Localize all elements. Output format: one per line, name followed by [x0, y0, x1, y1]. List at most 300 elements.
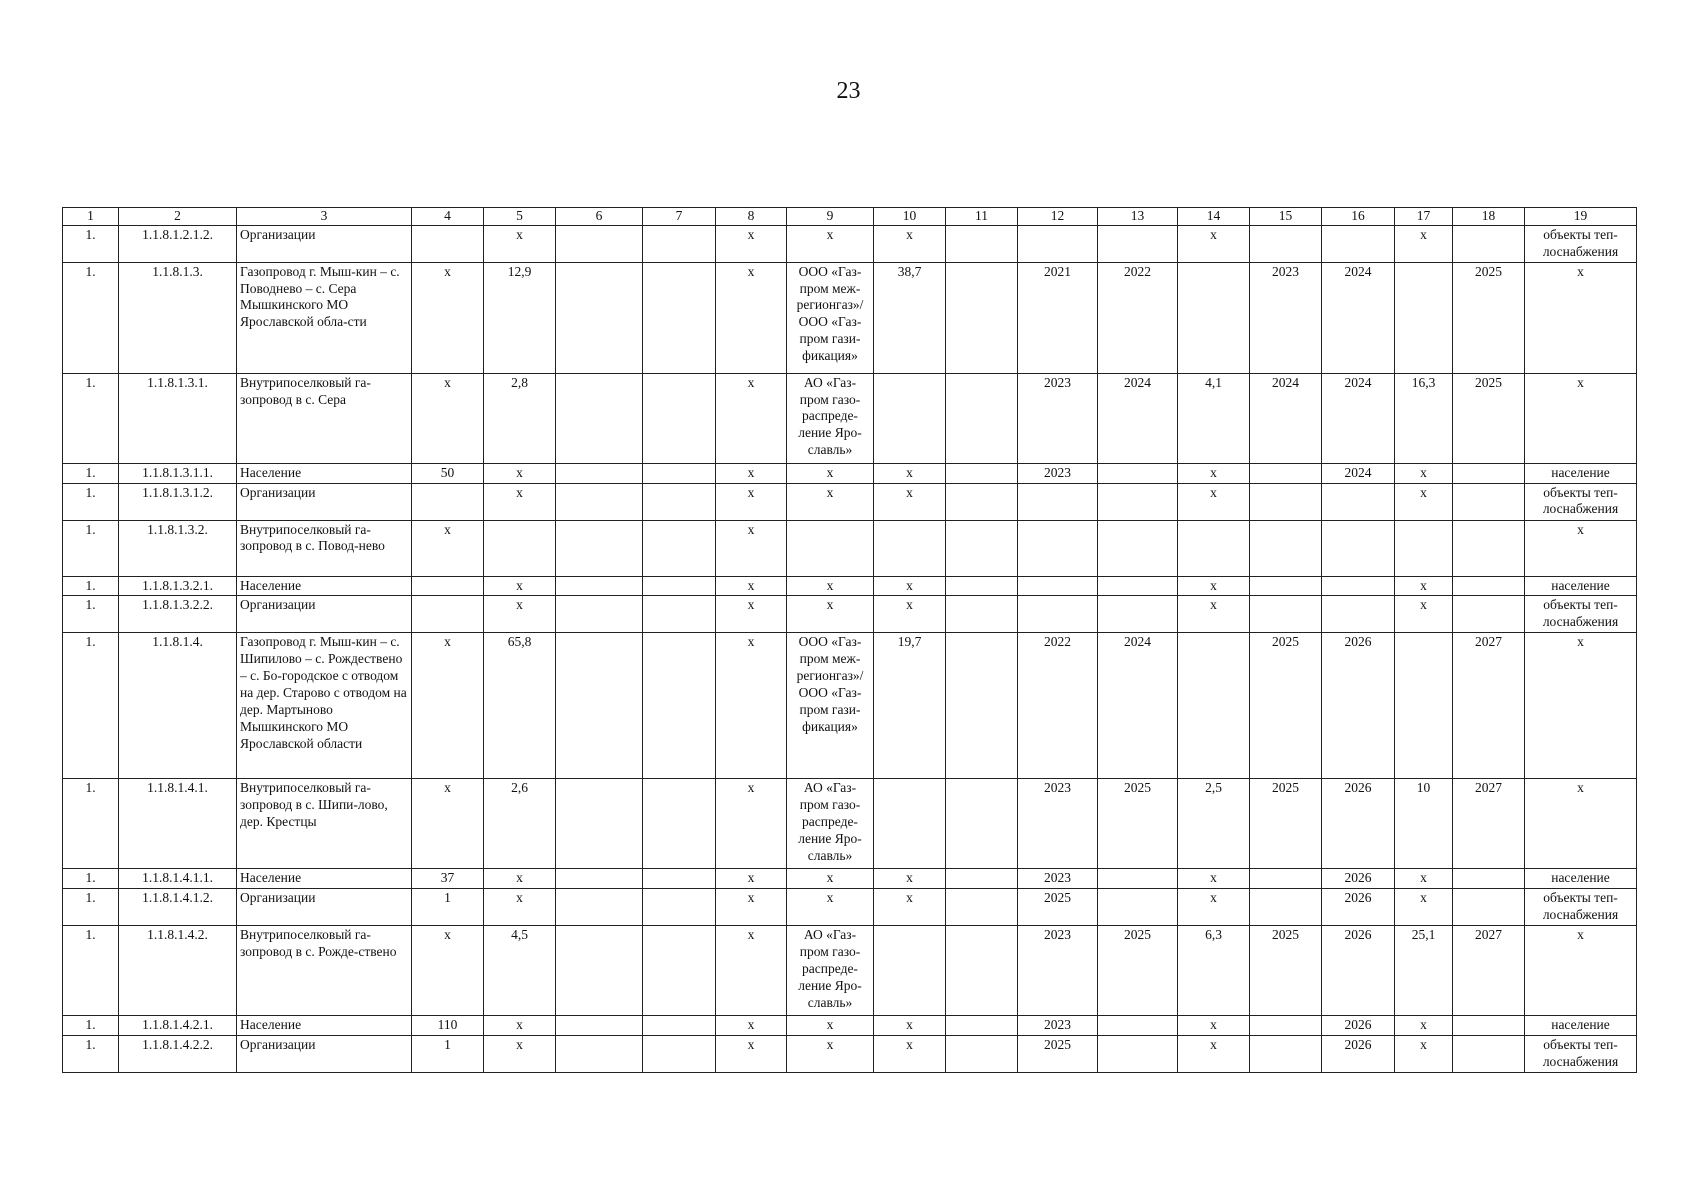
col-13-cell — [1098, 483, 1178, 520]
col-9-cell — [787, 520, 874, 576]
col-19-cell: х — [1525, 262, 1637, 373]
col-17-cell: х — [1395, 1036, 1453, 1073]
row-index-cell: 1. — [63, 889, 119, 926]
col-5-cell: х — [484, 225, 556, 262]
row-index-cell: 1. — [63, 633, 119, 779]
col-12-cell: 2023 — [1018, 779, 1098, 869]
header-cell: 9 — [787, 208, 874, 226]
col-15-cell: 2025 — [1250, 779, 1322, 869]
col-14-cell: х — [1178, 576, 1250, 596]
col-11-cell — [946, 889, 1018, 926]
header-cell: 12 — [1018, 208, 1098, 226]
col-7-cell — [643, 1036, 716, 1073]
col-15-cell — [1250, 576, 1322, 596]
row-index-cell: 1. — [63, 463, 119, 483]
col-14-cell: х — [1178, 596, 1250, 633]
col-6-cell — [556, 576, 643, 596]
col-5-cell: 2,8 — [484, 373, 556, 463]
col-15-cell — [1250, 520, 1322, 576]
col-4-cell — [412, 596, 484, 633]
name-cell: Внутрипоселковый га-зопровод в с. Сера — [237, 373, 412, 463]
name-cell: Население — [237, 869, 412, 889]
col-6-cell — [556, 926, 643, 1016]
header-cell: 16 — [1322, 208, 1395, 226]
col-9-cell: х — [787, 869, 874, 889]
col-11-cell — [946, 596, 1018, 633]
col-9-cell: АО «Газ-пром газо-распреде-ление Яро-славль» — [787, 373, 874, 463]
row-index-cell: 1. — [63, 1016, 119, 1036]
col-16-cell: 2026 — [1322, 1036, 1395, 1073]
col-6-cell — [556, 869, 643, 889]
name-cell: Внутрипоселковый га-зопровод в с. Рожде-ствено — [237, 926, 412, 1016]
col-13-cell: 2024 — [1098, 373, 1178, 463]
row-index-cell: 1. — [63, 262, 119, 373]
col-5-cell: х — [484, 483, 556, 520]
col-6-cell — [556, 463, 643, 483]
col-4-cell: 50 — [412, 463, 484, 483]
col-15-cell — [1250, 483, 1322, 520]
col-15-cell — [1250, 1016, 1322, 1036]
col-4-cell: 110 — [412, 1016, 484, 1036]
table-row — [63, 1016, 1637, 1036]
col-17-cell: 25,1 — [1395, 926, 1453, 1016]
header-cell: 11 — [946, 208, 1018, 226]
name-cell: Внутрипоселковый га-зопровод в с. Повод-нево — [237, 520, 412, 576]
col-11-cell — [946, 926, 1018, 1016]
col-17-cell: х — [1395, 889, 1453, 926]
row-index-cell: 1. — [63, 373, 119, 463]
col-18-cell — [1453, 483, 1525, 520]
col-12-cell — [1018, 576, 1098, 596]
col-16-cell — [1322, 483, 1395, 520]
code-cell: 1.1.8.1.3.1. — [119, 373, 237, 463]
col-15-cell — [1250, 463, 1322, 483]
table-row — [63, 520, 1637, 576]
col-14-cell: 2,5 — [1178, 779, 1250, 869]
col-4-cell: х — [412, 926, 484, 1016]
col-4-cell — [412, 483, 484, 520]
table-row — [63, 576, 1637, 596]
col-5-cell — [484, 520, 556, 576]
col-14-cell: х — [1178, 869, 1250, 889]
col-13-cell — [1098, 869, 1178, 889]
col-4-cell: х — [412, 520, 484, 576]
col-8-cell: х — [716, 576, 787, 596]
col-15-cell: 2023 — [1250, 262, 1322, 373]
col-8-cell: х — [716, 779, 787, 869]
col-11-cell — [946, 869, 1018, 889]
col-12-cell: 2023 — [1018, 926, 1098, 1016]
code-cell: 1.1.8.1.4.2. — [119, 926, 237, 1016]
col-5-cell: 12,9 — [484, 262, 556, 373]
row-index-cell: 1. — [63, 576, 119, 596]
code-cell: 1.1.8.1.3.2.1. — [119, 576, 237, 596]
col-13-cell — [1098, 889, 1178, 926]
col-13-cell — [1098, 1036, 1178, 1073]
col-10-cell — [874, 373, 946, 463]
col-12-cell: 2025 — [1018, 1036, 1098, 1073]
col-16-cell — [1322, 576, 1395, 596]
col-19-cell: х — [1525, 373, 1637, 463]
col-17-cell: х — [1395, 869, 1453, 889]
table-row — [63, 225, 1637, 262]
code-cell: 1.1.8.1.3.2. — [119, 520, 237, 576]
col-13-cell: 2025 — [1098, 926, 1178, 1016]
col-10-cell — [874, 520, 946, 576]
col-7-cell — [643, 596, 716, 633]
name-cell: Население — [237, 463, 412, 483]
code-cell: 1.1.8.1.3.2.2. — [119, 596, 237, 633]
col-19-cell: х — [1525, 779, 1637, 869]
col-18-cell: 2025 — [1453, 262, 1525, 373]
col-8-cell: х — [716, 889, 787, 926]
col-5-cell: 65,8 — [484, 633, 556, 779]
col-11-cell — [946, 520, 1018, 576]
col-8-cell: х — [716, 1036, 787, 1073]
col-4-cell: х — [412, 779, 484, 869]
row-index-cell: 1. — [63, 225, 119, 262]
col-16-cell: 2024 — [1322, 373, 1395, 463]
col-19-cell: х — [1525, 520, 1637, 576]
name-cell: Население — [237, 1016, 412, 1036]
col-9-cell: х — [787, 1016, 874, 1036]
col-7-cell — [643, 463, 716, 483]
name-cell: Газопровод г. Мыш-кин – с. Поводнево – с. Сера Мышкинского МО Ярославской обла-сти — [237, 262, 412, 373]
col-12-cell: 2023 — [1018, 463, 1098, 483]
col-18-cell — [1453, 1036, 1525, 1073]
name-cell: Организации — [237, 596, 412, 633]
col-16-cell — [1322, 520, 1395, 576]
col-16-cell: 2026 — [1322, 926, 1395, 1016]
col-19-cell: х — [1525, 926, 1637, 1016]
col-12-cell — [1018, 596, 1098, 633]
header-cell: 1 — [63, 208, 119, 226]
col-11-cell — [946, 779, 1018, 869]
col-11-cell — [946, 262, 1018, 373]
col-7-cell — [643, 926, 716, 1016]
col-15-cell — [1250, 225, 1322, 262]
col-16-cell: 2024 — [1322, 463, 1395, 483]
col-19-cell: объекты теп-лоснабжения — [1525, 225, 1637, 262]
table-row — [63, 483, 1637, 520]
col-17-cell: х — [1395, 225, 1453, 262]
col-8-cell: х — [716, 1016, 787, 1036]
code-cell: 1.1.8.1.3.1.1. — [119, 463, 237, 483]
col-5-cell: х — [484, 1016, 556, 1036]
row-index-cell: 1. — [63, 926, 119, 1016]
col-11-cell — [946, 225, 1018, 262]
col-10-cell: х — [874, 225, 946, 262]
col-6-cell — [556, 483, 643, 520]
col-11-cell — [946, 576, 1018, 596]
col-13-cell: 2024 — [1098, 633, 1178, 779]
col-9-cell: АО «Газ-пром газо-распреде-ление Яро-славль» — [787, 779, 874, 869]
col-9-cell: х — [787, 225, 874, 262]
col-19-cell: население — [1525, 1016, 1637, 1036]
col-8-cell: х — [716, 373, 787, 463]
col-19-cell: х — [1525, 633, 1637, 779]
row-index-cell: 1. — [63, 483, 119, 520]
header-cell: 6 — [556, 208, 643, 226]
col-18-cell — [1453, 225, 1525, 262]
header-cell: 13 — [1098, 208, 1178, 226]
col-19-cell: население — [1525, 869, 1637, 889]
col-11-cell — [946, 1036, 1018, 1073]
col-11-cell — [946, 633, 1018, 779]
col-13-cell — [1098, 225, 1178, 262]
col-4-cell: х — [412, 373, 484, 463]
col-18-cell — [1453, 576, 1525, 596]
col-17-cell — [1395, 633, 1453, 779]
header-cell: 4 — [412, 208, 484, 226]
col-9-cell: х — [787, 596, 874, 633]
col-7-cell — [643, 869, 716, 889]
col-8-cell: х — [716, 633, 787, 779]
col-6-cell — [556, 1036, 643, 1073]
header-cell: 17 — [1395, 208, 1453, 226]
col-9-cell: ООО «Газ-пром меж-регионгаз»/ ООО «Газ-пром гази-фикация» — [787, 262, 874, 373]
data-table — [62, 207, 1637, 1073]
col-10-cell — [874, 926, 946, 1016]
col-16-cell: 2026 — [1322, 779, 1395, 869]
col-7-cell — [643, 633, 716, 779]
name-cell: Население — [237, 576, 412, 596]
col-16-cell — [1322, 225, 1395, 262]
col-16-cell: 2026 — [1322, 633, 1395, 779]
col-8-cell: х — [716, 225, 787, 262]
col-9-cell: АО «Газ-пром газо-распреде-ление Яро-славль» — [787, 926, 874, 1016]
header-cell: 8 — [716, 208, 787, 226]
col-17-cell — [1395, 520, 1453, 576]
col-5-cell: х — [484, 869, 556, 889]
table-row — [63, 596, 1637, 633]
col-14-cell: х — [1178, 889, 1250, 926]
header-cell: 15 — [1250, 208, 1322, 226]
col-7-cell — [643, 225, 716, 262]
col-19-cell: население — [1525, 463, 1637, 483]
col-12-cell — [1018, 225, 1098, 262]
col-13-cell — [1098, 576, 1178, 596]
col-10-cell: х — [874, 889, 946, 926]
row-index-cell: 1. — [63, 779, 119, 869]
col-9-cell: х — [787, 576, 874, 596]
col-14-cell — [1178, 633, 1250, 779]
col-9-cell: х — [787, 483, 874, 520]
header-cell: 5 — [484, 208, 556, 226]
col-5-cell: 4,5 — [484, 926, 556, 1016]
col-8-cell: х — [716, 262, 787, 373]
header-cell: 10 — [874, 208, 946, 226]
col-6-cell — [556, 596, 643, 633]
col-17-cell: х — [1395, 463, 1453, 483]
col-14-cell: х — [1178, 483, 1250, 520]
col-6-cell — [556, 1016, 643, 1036]
header-cell: 2 — [119, 208, 237, 226]
col-18-cell — [1453, 889, 1525, 926]
col-12-cell — [1018, 520, 1098, 576]
col-14-cell — [1178, 520, 1250, 576]
col-4-cell: х — [412, 262, 484, 373]
col-19-cell: население — [1525, 576, 1637, 596]
col-14-cell: х — [1178, 225, 1250, 262]
col-15-cell: 2025 — [1250, 633, 1322, 779]
col-8-cell: х — [716, 596, 787, 633]
code-cell: 1.1.8.1.2.1.2. — [119, 225, 237, 262]
col-11-cell — [946, 1016, 1018, 1036]
header-cell: 18 — [1453, 208, 1525, 226]
col-13-cell — [1098, 520, 1178, 576]
col-7-cell — [643, 373, 716, 463]
row-index-cell: 1. — [63, 596, 119, 633]
col-5-cell: х — [484, 576, 556, 596]
col-17-cell: х — [1395, 596, 1453, 633]
col-12-cell: 2023 — [1018, 869, 1098, 889]
table-row — [63, 1036, 1637, 1073]
code-cell: 1.1.8.1.4.2.2. — [119, 1036, 237, 1073]
col-7-cell — [643, 779, 716, 869]
col-10-cell: х — [874, 869, 946, 889]
name-cell: Газопровод г. Мыш-кин – с. Шипилово – с. Рождествено – с. Бо-городское с отводом на дер. Старово с отводом на дер. Мартыново Мышкинского МО Ярославской области — [237, 633, 412, 779]
col-7-cell — [643, 262, 716, 373]
col-7-cell — [643, 889, 716, 926]
col-7-cell — [643, 576, 716, 596]
col-16-cell: 2024 — [1322, 262, 1395, 373]
col-5-cell: х — [484, 463, 556, 483]
col-5-cell: х — [484, 596, 556, 633]
header-cell: 7 — [643, 208, 716, 226]
col-16-cell — [1322, 596, 1395, 633]
col-13-cell — [1098, 596, 1178, 633]
col-6-cell — [556, 225, 643, 262]
col-12-cell: 2025 — [1018, 889, 1098, 926]
name-cell: Организации — [237, 225, 412, 262]
col-6-cell — [556, 779, 643, 869]
header-cell: 14 — [1178, 208, 1250, 226]
col-14-cell: 6,3 — [1178, 926, 1250, 1016]
table-row — [63, 869, 1637, 889]
col-12-cell — [1018, 483, 1098, 520]
col-18-cell: 2025 — [1453, 373, 1525, 463]
col-18-cell — [1453, 463, 1525, 483]
col-4-cell — [412, 576, 484, 596]
col-18-cell — [1453, 596, 1525, 633]
col-17-cell: х — [1395, 483, 1453, 520]
col-10-cell: х — [874, 463, 946, 483]
col-8-cell: х — [716, 520, 787, 576]
col-14-cell — [1178, 262, 1250, 373]
col-9-cell: х — [787, 1036, 874, 1073]
col-10-cell: х — [874, 483, 946, 520]
row-index-cell: 1. — [63, 869, 119, 889]
col-19-cell: объекты теп-лоснабжения — [1525, 596, 1637, 633]
col-19-cell: объекты теп-лоснабжения — [1525, 1036, 1637, 1073]
col-4-cell: 1 — [412, 889, 484, 926]
col-12-cell: 2021 — [1018, 262, 1098, 373]
table-row — [63, 373, 1637, 463]
header-cell: 19 — [1525, 208, 1637, 226]
col-18-cell: 2027 — [1453, 779, 1525, 869]
col-15-cell — [1250, 1036, 1322, 1073]
row-index-cell: 1. — [63, 1036, 119, 1073]
col-13-cell: 2025 — [1098, 779, 1178, 869]
col-15-cell — [1250, 889, 1322, 926]
col-13-cell — [1098, 1016, 1178, 1036]
col-6-cell — [556, 520, 643, 576]
col-14-cell: 4,1 — [1178, 373, 1250, 463]
col-17-cell: 16,3 — [1395, 373, 1453, 463]
row-index-cell: 1. — [63, 520, 119, 576]
col-13-cell — [1098, 463, 1178, 483]
col-6-cell — [556, 262, 643, 373]
col-17-cell: х — [1395, 576, 1453, 596]
col-9-cell: х — [787, 889, 874, 926]
col-14-cell: х — [1178, 463, 1250, 483]
code-cell: 1.1.8.1.3. — [119, 262, 237, 373]
col-14-cell: х — [1178, 1036, 1250, 1073]
col-4-cell: 37 — [412, 869, 484, 889]
col-19-cell: объекты теп-лоснабжения — [1525, 483, 1637, 520]
col-8-cell: х — [716, 926, 787, 1016]
code-cell: 1.1.8.1.4.1.2. — [119, 889, 237, 926]
col-18-cell: 2027 — [1453, 926, 1525, 1016]
col-12-cell: 2023 — [1018, 373, 1098, 463]
col-17-cell: 10 — [1395, 779, 1453, 869]
name-cell: Внутрипоселковый га-зопровод в с. Шипи-лово, дер. Крестцы — [237, 779, 412, 869]
col-12-cell: 2022 — [1018, 633, 1098, 779]
col-11-cell — [946, 463, 1018, 483]
col-8-cell: х — [716, 483, 787, 520]
header-cell: 3 — [237, 208, 412, 226]
col-19-cell: объекты теп-лоснабжения — [1525, 889, 1637, 926]
col-15-cell: 2024 — [1250, 373, 1322, 463]
col-5-cell: х — [484, 889, 556, 926]
col-9-cell: х — [787, 463, 874, 483]
col-15-cell — [1250, 869, 1322, 889]
code-cell: 1.1.8.1.4.1. — [119, 779, 237, 869]
col-10-cell: 38,7 — [874, 262, 946, 373]
name-cell: Организации — [237, 483, 412, 520]
col-7-cell — [643, 483, 716, 520]
col-5-cell: х — [484, 1036, 556, 1073]
col-6-cell — [556, 373, 643, 463]
col-15-cell — [1250, 596, 1322, 633]
col-4-cell: 1 — [412, 1036, 484, 1073]
col-4-cell: х — [412, 633, 484, 779]
col-16-cell: 2026 — [1322, 889, 1395, 926]
col-6-cell — [556, 889, 643, 926]
col-4-cell — [412, 225, 484, 262]
table-row — [63, 633, 1637, 779]
col-18-cell — [1453, 869, 1525, 889]
code-cell: 1.1.8.1.4.1.1. — [119, 869, 237, 889]
col-18-cell — [1453, 520, 1525, 576]
code-cell: 1.1.8.1.3.1.2. — [119, 483, 237, 520]
col-17-cell: х — [1395, 1016, 1453, 1036]
table-row — [63, 463, 1637, 483]
col-10-cell: 19,7 — [874, 633, 946, 779]
col-11-cell — [946, 373, 1018, 463]
col-11-cell — [946, 483, 1018, 520]
col-17-cell — [1395, 262, 1453, 373]
col-10-cell: х — [874, 576, 946, 596]
table-row — [63, 926, 1637, 1016]
col-8-cell: х — [716, 463, 787, 483]
name-cell: Организации — [237, 889, 412, 926]
table-row — [63, 779, 1637, 869]
col-7-cell — [643, 520, 716, 576]
header-row — [63, 208, 1637, 226]
table-row — [63, 262, 1637, 373]
